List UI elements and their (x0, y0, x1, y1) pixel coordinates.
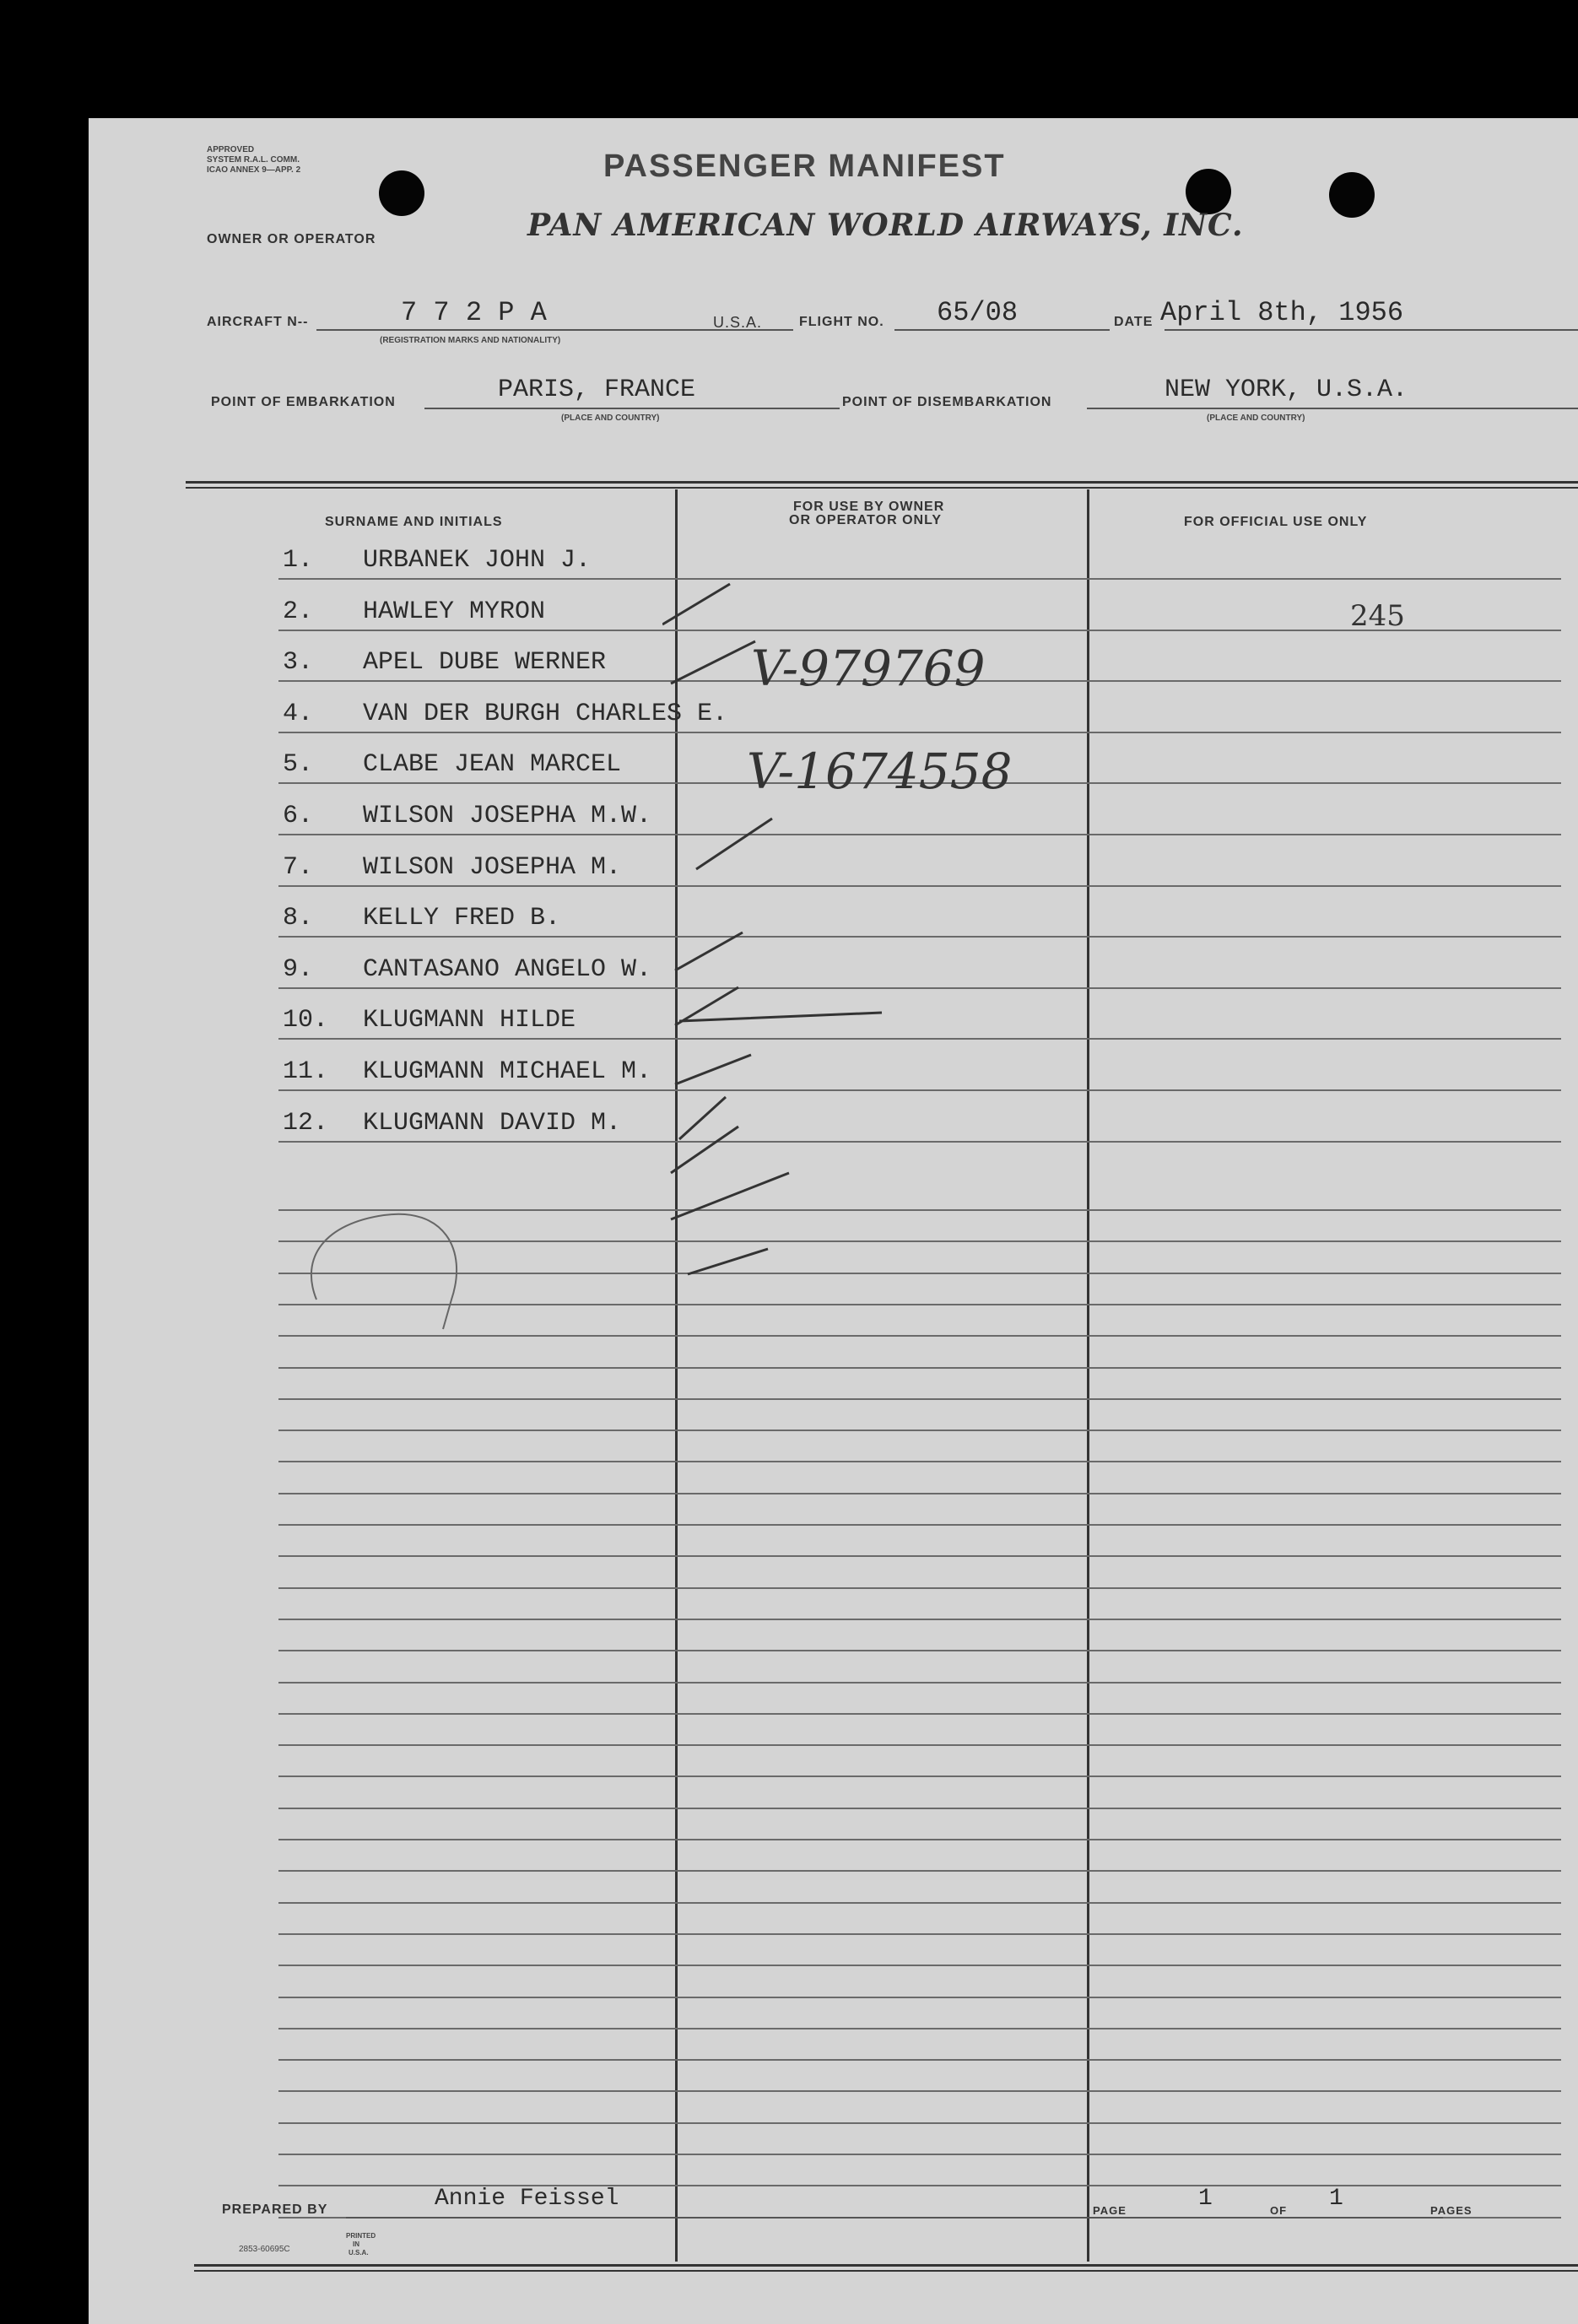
passenger-name: KLUGMANN MICHAEL M. (363, 1057, 652, 1086)
row-number: 3. (283, 648, 314, 677)
aircraft-label: AIRCRAFT N-- (207, 315, 309, 329)
passenger-name: CLABE JEAN MARCEL (363, 750, 622, 779)
row-number: 8. (283, 904, 314, 932)
row-number: 2. (283, 597, 314, 626)
blank-row-rule (278, 1775, 1561, 1777)
disembark-label: POINT OF DISEMBARKATION (842, 395, 1052, 409)
manifest-sheet (89, 118, 1578, 2324)
table-row-rule (278, 987, 1561, 989)
blank-row-rule (278, 1839, 1561, 1840)
blank-row-rule (278, 1430, 1561, 1431)
approval-line: APPROVED (207, 145, 255, 154)
embark-caption: (PLACE AND COUNTRY) (561, 413, 660, 423)
row-number: 9. (283, 955, 314, 984)
table-row-rule (278, 578, 1561, 580)
date-value: April 8th, 1956 (1160, 297, 1404, 328)
blank-row-rule (278, 1335, 1561, 1337)
passenger-name: URBANEK JOHN J. (363, 546, 592, 575)
blank-row-rule (278, 1902, 1561, 1904)
punch-hole (1329, 172, 1375, 218)
official-note: 245 (1350, 599, 1405, 633)
blank-row-rule (278, 1997, 1561, 1998)
of-value: 1 (1329, 2186, 1343, 2212)
blank-row-rule (278, 1933, 1561, 1935)
printed-mark: IN (353, 2240, 359, 2248)
row-number: 7. (283, 853, 314, 882)
table-row-rule (278, 732, 1561, 733)
approval-line: SYSTEM R.A.L. COMM. (207, 155, 300, 165)
blank-row-rule (278, 2122, 1561, 2124)
table-row-rule (278, 1089, 1561, 1091)
row-number: 1. (283, 546, 314, 575)
printed-mark: U.S.A. (349, 2249, 369, 2256)
check-marks (662, 515, 916, 1316)
prepared-label: PREPARED BY (222, 2202, 328, 2217)
prepared-value: Annie Feissel (435, 2186, 619, 2212)
page-value: 1 (1198, 2186, 1213, 2212)
blank-row-rule (278, 1398, 1561, 1400)
owner-note: V-1674558 (747, 743, 1013, 800)
disembark-value: NEW YORK, U.S.A. (1165, 376, 1408, 404)
aircraft-value: 7 7 2 P A (401, 297, 547, 328)
blank-row-rule (278, 2154, 1561, 2155)
date-label: DATE (1114, 315, 1154, 329)
blank-row-rule (278, 1461, 1561, 1462)
row-number: 6. (283, 802, 314, 830)
passenger-name: HAWLEY MYRON (363, 597, 546, 626)
blank-row-rule (278, 1493, 1561, 1494)
col-header-owner: OR OPERATOR ONLY (789, 513, 943, 527)
embark-value: PARIS, FRANCE (498, 376, 696, 404)
row-number: 12. (283, 1109, 329, 1138)
pages-label: PAGES (1430, 2204, 1473, 2217)
blank-row-rule (278, 1524, 1561, 1526)
passenger-name: KLUGMANN DAVID M. (363, 1109, 622, 1138)
airline-name: PAN AMERICAN WORLD AIRWAYS, INC. (527, 208, 1244, 243)
blank-row-rule (278, 1619, 1561, 1620)
passenger-name: APEL DUBE WERNER (363, 648, 607, 677)
registration-caption: (REGISTRATION MARKS AND NATIONALITY) (380, 336, 561, 345)
blank-row-rule (278, 1870, 1561, 1872)
blank-row-rule (278, 1555, 1561, 1557)
punch-hole (379, 170, 424, 216)
embark-label: POINT OF EMBARKATION (211, 395, 396, 409)
blank-row-rule (278, 2059, 1561, 2061)
owner-label: OWNER OR OPERATOR (207, 232, 376, 246)
table-row-rule (278, 1141, 1561, 1143)
col-header-official: FOR OFFICIAL USE ONLY (1184, 515, 1368, 529)
disembark-caption: (PLACE AND COUNTRY) (1207, 413, 1305, 423)
row-number: 5. (283, 750, 314, 779)
table-row-rule (278, 1038, 1561, 1040)
table-row-rule (278, 936, 1561, 938)
column-divider (1087, 489, 1089, 2262)
blank-row-rule (278, 1682, 1561, 1684)
row-number: 4. (283, 700, 314, 728)
stray-scribble (291, 1190, 485, 1333)
passenger-name: KLUGMANN HILDE (363, 1006, 576, 1035)
blank-row-rule (278, 2028, 1561, 2029)
blank-row-rule (278, 1808, 1561, 1809)
blank-row-rule (278, 1650, 1561, 1651)
blank-row-rule (278, 1965, 1561, 1966)
page-label: PAGE (1093, 2204, 1127, 2217)
flight-label: FLIGHT NO. (799, 315, 884, 329)
passenger-name: WILSON JOSEPHA M. (363, 853, 622, 882)
col-header-owner: FOR USE BY OWNER (793, 500, 945, 514)
blank-row-rule (278, 1744, 1561, 1746)
passenger-name: WILSON JOSEPHA M.W. (363, 802, 652, 830)
table-row-rule (278, 834, 1561, 835)
passenger-name: VAN DER BURGH CHARLES E. (363, 700, 728, 728)
passenger-name: KELLY FRED B. (363, 904, 561, 932)
blank-row-rule (278, 2090, 1561, 2092)
flight-value: 65/08 (937, 297, 1019, 328)
row-number: 11. (283, 1057, 329, 1086)
row-number: 10. (283, 1006, 329, 1035)
passenger-name: CANTASANO ANGELO W. (363, 955, 652, 984)
col-header-surname: SURNAME AND INITIALS (325, 515, 503, 529)
usa-label: U.S.A. (713, 314, 763, 331)
approval-line: ICAO ANNEX 9—APP. 2 (207, 165, 301, 175)
of-label: OF (1270, 2204, 1288, 2217)
blank-row-rule (278, 1587, 1561, 1589)
form-number: 2853-60695C (239, 2245, 290, 2254)
blank-row-rule (278, 1713, 1561, 1715)
printed-mark: PRINTED (346, 2232, 376, 2240)
form-title: PASSENGER MANIFEST (603, 149, 1006, 184)
blank-row-rule (278, 1367, 1561, 1369)
owner-note: V-979769 (751, 640, 986, 697)
table-row-rule (278, 885, 1561, 887)
